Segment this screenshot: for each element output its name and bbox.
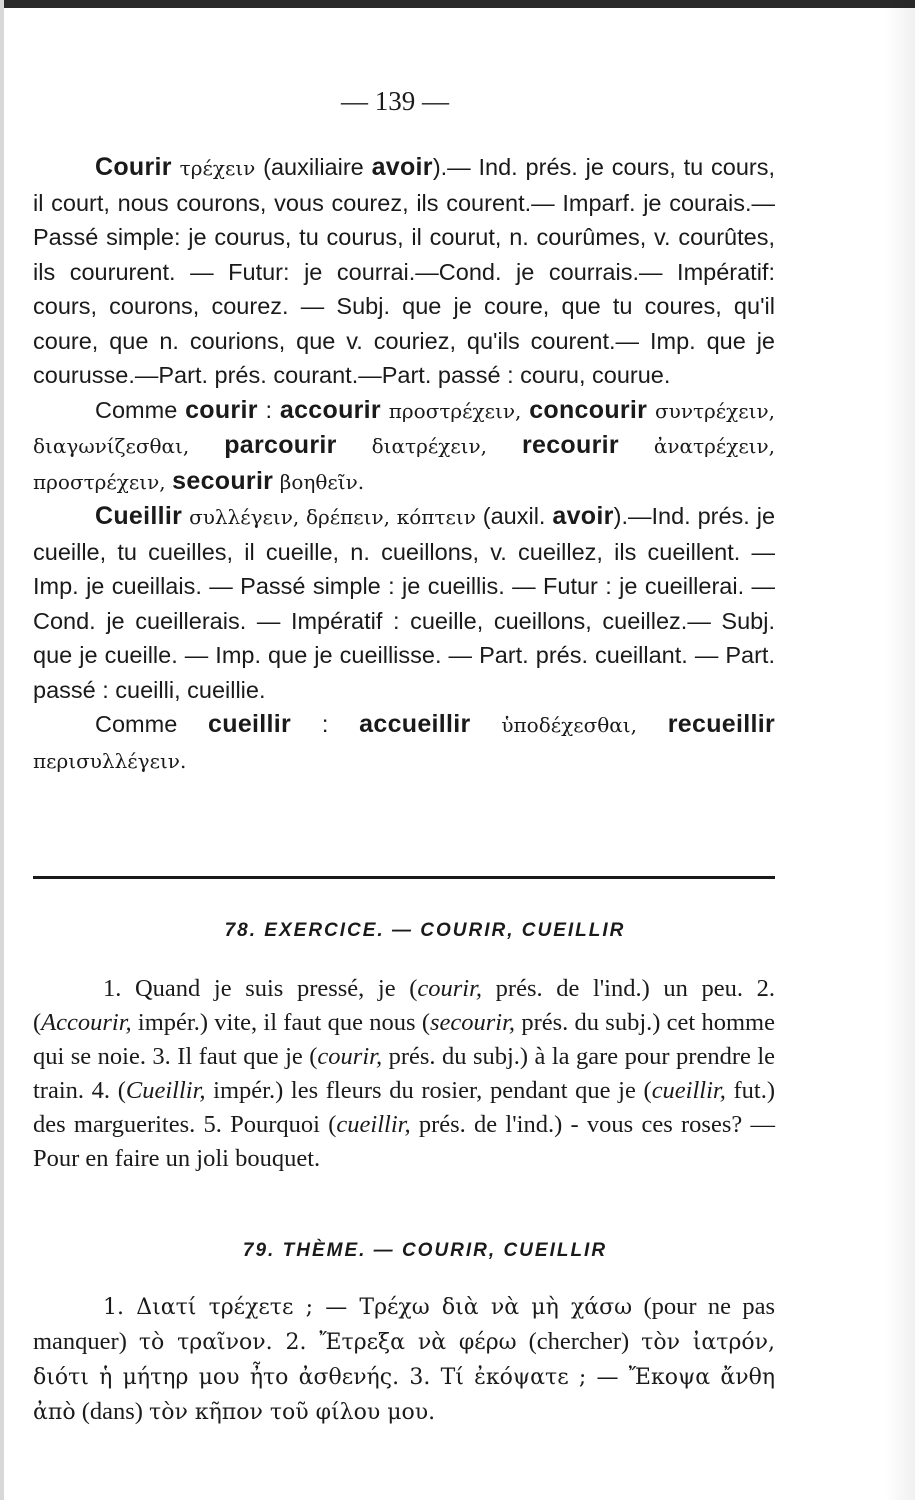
verb-courir-ref: courir: [185, 395, 258, 424]
courir-paragraph: [33, 150, 775, 393]
page-right-shade: [885, 0, 915, 1500]
greek-translation: περισυλλέγειν.: [33, 748, 187, 773]
theme-79-text: [33, 1290, 775, 1430]
comme-courir-paragraph: [33, 393, 775, 500]
greek-text: τὸ τραῖνον. 2. Ἔτρεξα νὰ φέρω: [138, 1330, 517, 1355]
comme-intro: Comme: [95, 396, 186, 423]
verb-recourir: recourir: [522, 431, 619, 459]
comme-cueillir-paragraph: [33, 707, 775, 778]
french-gloss: (pour ne pas manquer): [33, 1293, 775, 1355]
greek-text: 1. Διατί τρέχετε ; — Τρέχω διὰ νὰ μὴ χάσω: [103, 1295, 633, 1320]
verb-secourir: secourir: [172, 466, 274, 495]
greek-translation: διατρέχειν,: [371, 434, 488, 458]
page-left-edge: [0, 0, 4, 1500]
exercise-verb: Cueillir,: [125, 1077, 206, 1104]
colon: :: [291, 711, 360, 737]
auxiliary-avoir: avoir: [552, 502, 614, 530]
greek-translation: προστρέχειν,: [388, 398, 522, 423]
theme-79-heading: 79. THÈME. — COURIR, CUEILLIR: [242, 1240, 608, 1261]
exercise-verb: courir,: [317, 1043, 383, 1070]
exercise-text: prés. du subj.) cet homme qui se noie. 3. Il faut que je (: [33, 1009, 775, 1070]
exercise-text: fut.) des marguerites. 5. Pourquoi (: [33, 1077, 776, 1138]
verb-cueillir: Cueillir: [95, 502, 183, 530]
exercise-78-text: [33, 972, 775, 1176]
greek-translation: ἀνατρέχειν, προστρέχειν,: [33, 434, 776, 494]
exercise-text: impér.) vite, il faut que nous (: [131, 1009, 430, 1036]
exercise-verb: Accourir,: [41, 1009, 132, 1036]
exercise-text: prés. de l'ind.) un peu. 2. (: [33, 975, 775, 1036]
page-top-border: [0, 0, 915, 8]
exercise-78-heading: 78. EXERCICE. — COURIR, CUEILLIR: [224, 920, 626, 941]
verb-concourir: concourir: [529, 395, 648, 424]
exercise-text: impér.) les fleurs du rosier, pendant que je (: [205, 1077, 652, 1104]
greek-translation: βοηθεῖν.: [279, 469, 365, 494]
greek-text: τὸν ἰατρόν, διότι ἡ μήτηρ μου ἦτο ἀσθενής. 3. Τί ἐκόψατε ; — Ἔκοψα ἄνθη ἀπὸ: [33, 1330, 775, 1425]
cueillir-text: (auxil.: [475, 503, 553, 529]
theme-79-body: [33, 1290, 775, 1430]
conjugation-section: [33, 150, 775, 778]
comme-intro: Comme: [95, 711, 209, 737]
verb-accourir: accourir: [279, 395, 381, 424]
greek-translation: συλλέγειν, δρέπειν, κόπτειν: [189, 505, 476, 529]
exercise-verb: cueillir,: [336, 1111, 411, 1138]
exercise-text: 1. Quand je suis pressé, je (: [103, 975, 418, 1002]
auxiliary-avoir: avoir: [371, 153, 433, 181]
page-number: — 139 —: [341, 86, 449, 116]
courir-text: (auxiliaire: [255, 154, 372, 180]
verb-accueillir: accueillir: [359, 710, 471, 738]
cueillir-paragraph: [33, 499, 775, 707]
verb-parcourir: parcourir: [224, 431, 337, 459]
exercise-78-body: [33, 972, 775, 1176]
greek-translation: ὑποδέχεσθαι,: [501, 713, 637, 737]
verb-recueillir: recueillir: [667, 710, 776, 738]
french-gloss: (dans): [75, 1398, 150, 1425]
exercise-verb: courir,: [417, 975, 483, 1002]
greek-translation: συντρέχειν, διαγωνίζεσθαι,: [33, 398, 776, 458]
exercise-verb: secourir,: [429, 1009, 516, 1036]
exercise-text: prés. du subj.) à la gare pour prendre le train. 4. (: [33, 1043, 775, 1104]
exercise-text: prés. de l'ind.) - vous ces roses? — Pour en faire un joli bouquet.: [33, 1111, 775, 1172]
cueillir-conjugation: ).—Ind. prés. je cueille, tu cueilles, il cueille, n. cueillons, v. cueillez, ils cueillent. — Imp. je cueillais. — Passé simple : je cueillis. — Futur : je cueillerai. — Cond. je cueillerais. — Impératif : cueille, cueillons, cueillez.— Subj. que je cueille. — Imp. que je cueillisse. — Part. prés. cueillant. — Part. passé : cueilli, cueillie.: [33, 503, 776, 703]
french-gloss: (chercher): [516, 1328, 642, 1355]
courir-conjugation: ).— Ind. prés. je cours, tu cours, il court, nous courons, vous courez, ils courent.— Imparf. je courais.— Passé simple: je courus, tu courus, il courut, n. courûmes, v. courûtes, ils coururent. — Futur: je courrai.—Cond. je courrais.— Impératif: cours, courons, courez. — Subj. que je coure, que tu coures, qu'il coure, que n. courions, que v. couriez, qu'ils courent.— Imp. que je courusse.—Part. prés. courant.—Part. passé : couru, courue.: [33, 154, 775, 388]
greek-translation: τρέχειν: [179, 156, 256, 180]
exercise-verb: cueillir,: [651, 1077, 726, 1104]
verb-courir: Courir: [95, 153, 172, 181]
verb-cueillir-ref: cueillir: [208, 710, 292, 738]
greek-text: τὸν κῆπον τοῦ φίλου μου.: [149, 1400, 436, 1425]
colon: :: [257, 396, 280, 423]
section-divider: [33, 876, 775, 879]
